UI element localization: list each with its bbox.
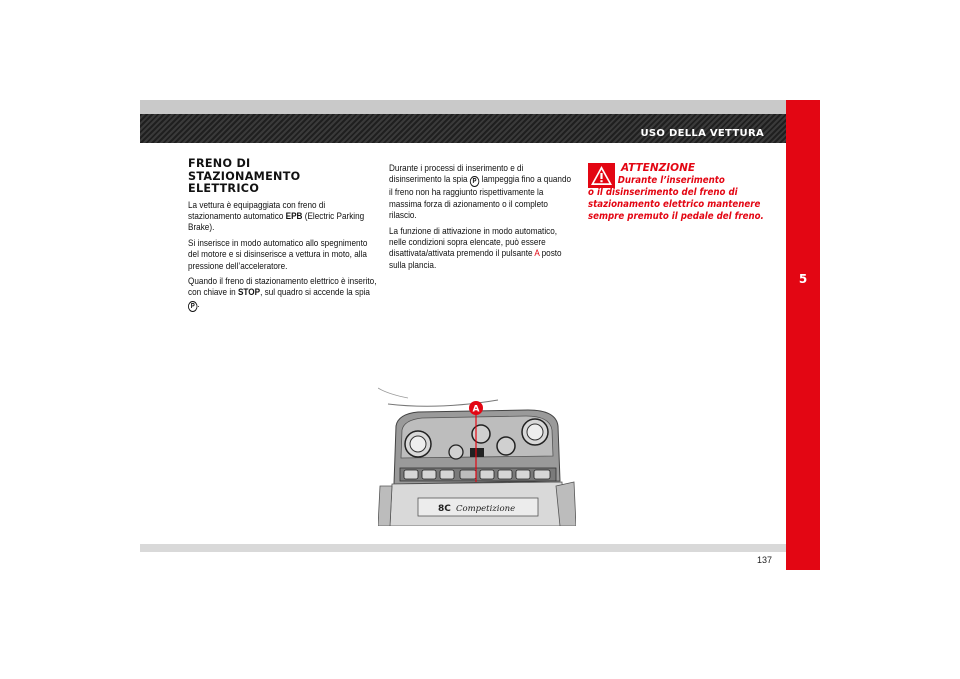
paragraph-auto: Si inserisce in modo automatico allo spegnimento del motore e si disinserisce a vettura in moto, alla pressione dell’acceleratore.	[188, 237, 368, 272]
text: .	[197, 298, 200, 310]
warning-box	[588, 163, 778, 223]
section-heading: FRENO DI STAZIONAMENTO ELETTRICO	[188, 157, 301, 195]
center-knob-top	[472, 425, 490, 443]
console-button	[404, 470, 418, 479]
button-reference: A	[534, 248, 540, 260]
epb-button	[460, 470, 476, 479]
warning-text	[588, 175, 776, 223]
side-trim	[556, 482, 576, 526]
console-button	[534, 470, 550, 479]
text: posto sulla plancia.	[389, 248, 562, 271]
badge-8c: 8C	[438, 504, 451, 514]
center-knob-left	[449, 445, 463, 459]
text: La funzione di attivazione in modo automatico, nelle condizioni sopra elencate, può essere disattivata/attivata premendo il pulsante	[389, 225, 558, 260]
page-header-title: USO DELLA VETTURA	[640, 128, 764, 139]
console-button	[498, 470, 512, 479]
console-button	[422, 470, 436, 479]
paragraph-button	[389, 226, 575, 272]
badge-script: Competizione	[456, 504, 516, 514]
page-number: 137	[756, 555, 772, 565]
parking-lamp-icon: P	[470, 176, 479, 187]
chapter-number: 5	[798, 272, 808, 286]
text: , sul quadro si accende la spia	[260, 287, 370, 299]
console-button	[480, 470, 494, 479]
console-button	[440, 470, 454, 479]
paragraph-epb	[188, 200, 378, 234]
warning-line1: Durante l’inserimento	[617, 174, 725, 186]
paragraph-blink	[389, 163, 575, 222]
text: Quando il freno di stazionamento elettrico è inserito, con chiave in	[188, 275, 377, 299]
bold-term-stop: STOP	[237, 287, 261, 299]
callout-label: A	[472, 404, 480, 415]
header-top-strip	[140, 100, 786, 114]
footer-band	[140, 544, 786, 552]
paragraph-stop	[188, 276, 378, 312]
center-knob-right	[497, 437, 515, 455]
text: lampeggia fino a quando il freno non ha raggiunto rispettivamente la massima forza di azionamento o il completo rilascio.	[389, 174, 572, 222]
column-middle	[389, 163, 575, 271]
right-knob-center	[527, 424, 543, 440]
text: Durante i processi di inserimento e di disinserimento la spia	[389, 163, 524, 186]
left-knob-center	[410, 436, 426, 452]
column-left	[188, 158, 378, 312]
console-button	[516, 470, 530, 479]
chapter-tab	[786, 100, 820, 570]
side-trim-left	[378, 486, 392, 526]
warning-title: ATTENZIONE	[621, 162, 696, 174]
header-band	[140, 100, 786, 143]
bold-term-epb: EPB	[285, 210, 303, 222]
warning-rest: o il disinserimento del freno di stazionamento elettrico mantenere sempre premuto il pedale del freno.	[588, 186, 764, 222]
display-window	[470, 448, 484, 457]
dashboard-console-illustration	[378, 386, 576, 526]
text: (Electric Parking Brake).	[188, 210, 365, 234]
text: La vettura è equipaggiata con freno di stazionamento automatico	[188, 199, 326, 222]
parking-lamp-icon: P	[188, 301, 197, 312]
